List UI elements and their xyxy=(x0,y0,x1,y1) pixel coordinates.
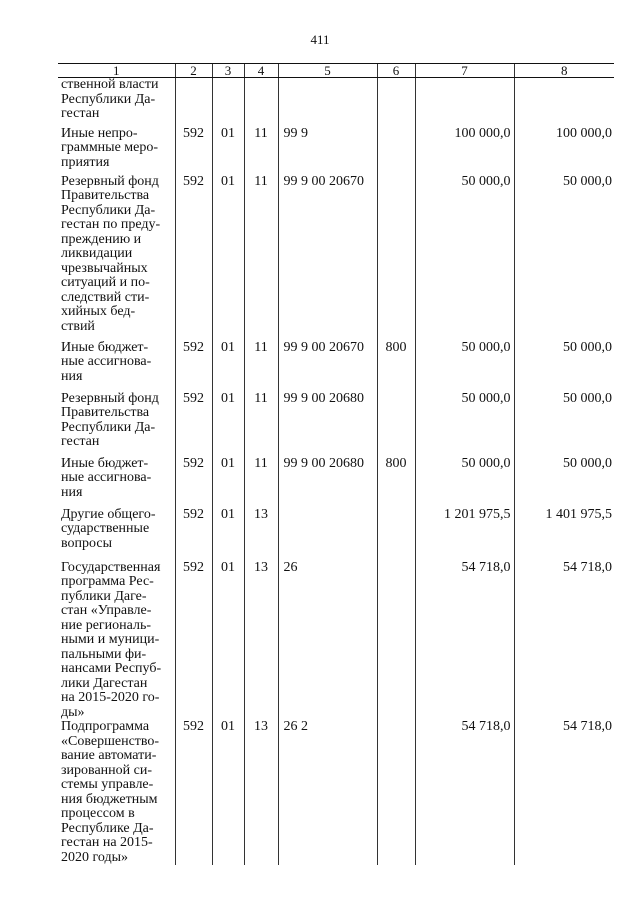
target-article-code: 99 9 xyxy=(278,127,377,175)
section-code: 01 xyxy=(212,392,244,457)
subsection-code: 11 xyxy=(244,457,278,508)
table-body xyxy=(58,78,614,866)
column-header: 5 xyxy=(278,64,377,78)
table-row xyxy=(58,561,614,721)
subsection-code: 13 xyxy=(244,561,278,721)
subsection-code: 13 xyxy=(244,508,278,561)
target-article-code: 26 xyxy=(278,561,377,721)
subsection-code: 13 xyxy=(244,720,278,865)
amount-year-2: 100 000,0 xyxy=(514,127,614,175)
department-code: 592 xyxy=(175,392,212,457)
item-name: ственной власти Республики Да- гестан xyxy=(61,77,159,121)
item-name: Иные бюджет- ные ассигнова- ния xyxy=(61,455,152,500)
department-code xyxy=(175,78,212,127)
column-header: 1 xyxy=(58,64,175,78)
target-article-code xyxy=(278,78,377,127)
department-code: 592 xyxy=(175,127,212,175)
amount-year-1 xyxy=(415,78,514,127)
department-code: 592 xyxy=(175,341,212,392)
expense-type-code: 800 xyxy=(377,341,415,392)
subsection-code: 11 xyxy=(244,392,278,457)
department-code: 592 xyxy=(175,720,212,865)
target-article-code: 99 9 00 20680 xyxy=(278,392,377,457)
amount-year-2 xyxy=(514,78,614,127)
item-name: Иные непро- граммные меро- приятия xyxy=(61,125,159,170)
budget-table xyxy=(58,63,614,865)
amount-year-2: 50 000,0 xyxy=(514,457,614,508)
section-code: 01 xyxy=(212,127,244,175)
amount-year-1: 50 000,0 xyxy=(415,175,514,341)
target-article-code: 99 9 00 20670 xyxy=(278,175,377,341)
expense-type-code xyxy=(377,78,415,127)
amount-year-2: 50 000,0 xyxy=(514,175,614,341)
amount-year-1: 50 000,0 xyxy=(415,341,514,392)
expense-type-code xyxy=(377,508,415,561)
table-row xyxy=(58,457,614,508)
amount-year-1: 50 000,0 xyxy=(415,392,514,457)
section-code: 01 xyxy=(212,561,244,721)
section-code xyxy=(212,78,244,127)
target-article-code: 99 9 00 20680 xyxy=(278,457,377,508)
amount-year-1: 54 718,0 xyxy=(415,561,514,721)
target-article-code: 26 2 xyxy=(278,720,377,865)
amount-year-1: 54 718,0 xyxy=(415,720,514,865)
expense-type-code xyxy=(377,175,415,341)
expense-type-code xyxy=(377,127,415,175)
table-row xyxy=(58,392,614,457)
column-header: 8 xyxy=(514,64,614,78)
item-name: Подпрограмма «Совершенство- вание автомати- зированной си- стемы управле- ния бюджетным процессом в Республике Да- гестан на 2015- 2020 годы» xyxy=(61,719,160,865)
table-row xyxy=(58,175,614,341)
column-header: 2 xyxy=(175,64,212,78)
amount-year-1: 100 000,0 xyxy=(415,127,514,175)
table-row xyxy=(58,508,614,561)
page-number: 411 xyxy=(310,32,330,47)
expense-type-code: 800 xyxy=(377,457,415,508)
column-header: 3 xyxy=(212,64,244,78)
subsection-code: 11 xyxy=(244,127,278,175)
amount-year-2: 1 401 975,5 xyxy=(514,508,614,561)
section-code: 01 xyxy=(212,175,244,341)
section-code: 01 xyxy=(212,341,244,392)
department-code: 592 xyxy=(175,508,212,561)
section-code: 01 xyxy=(212,457,244,508)
department-code: 592 xyxy=(175,561,212,721)
amount-year-2: 54 718,0 xyxy=(514,720,614,865)
table-row xyxy=(58,720,614,865)
expense-type-code xyxy=(377,720,415,865)
column-header: 6 xyxy=(377,64,415,78)
table-row xyxy=(58,127,614,175)
subsection-code xyxy=(244,78,278,127)
amount-year-1: 50 000,0 xyxy=(415,457,514,508)
section-code: 01 xyxy=(212,508,244,561)
amount-year-2: 50 000,0 xyxy=(514,392,614,457)
item-name: Иные бюджет- ные ассигнова- ния xyxy=(61,339,152,384)
expense-type-code xyxy=(377,561,415,721)
section-code: 01 xyxy=(212,720,244,865)
amount-year-2: 50 000,0 xyxy=(514,341,614,392)
item-name: Другие общего- сударственные вопросы xyxy=(61,506,156,551)
expense-type-code xyxy=(377,392,415,457)
target-article-code xyxy=(278,508,377,561)
item-name: Резервный фонд Правительства Республики Да- гестан xyxy=(61,390,159,449)
item-name: Государственная программа Рес- публики Даге- стан «Управле- ние региональ- ными и муници- пальными фи- нансами Респуб- лики Дагестан на 2015-2020 го- ды» xyxy=(61,559,162,720)
amount-year-2: 54 718,0 xyxy=(514,561,614,721)
subsection-code: 11 xyxy=(244,341,278,392)
subsection-code: 11 xyxy=(244,175,278,341)
table-row xyxy=(58,341,614,392)
amount-year-1: 1 201 975,5 xyxy=(415,508,514,561)
table-row xyxy=(58,78,614,127)
department-code: 592 xyxy=(175,175,212,341)
item-name: Резервный фонд Правительства Республики Да- гестан по преду- преждению и ликвидации чрезвычайных ситуаций и по- следствий сти- хийных бед- ствий xyxy=(61,173,161,334)
column-header: 4 xyxy=(244,64,278,78)
column-header: 7 xyxy=(415,64,514,78)
target-article-code: 99 9 00 20670 xyxy=(278,341,377,392)
header-row xyxy=(58,64,614,78)
department-code: 592 xyxy=(175,457,212,508)
